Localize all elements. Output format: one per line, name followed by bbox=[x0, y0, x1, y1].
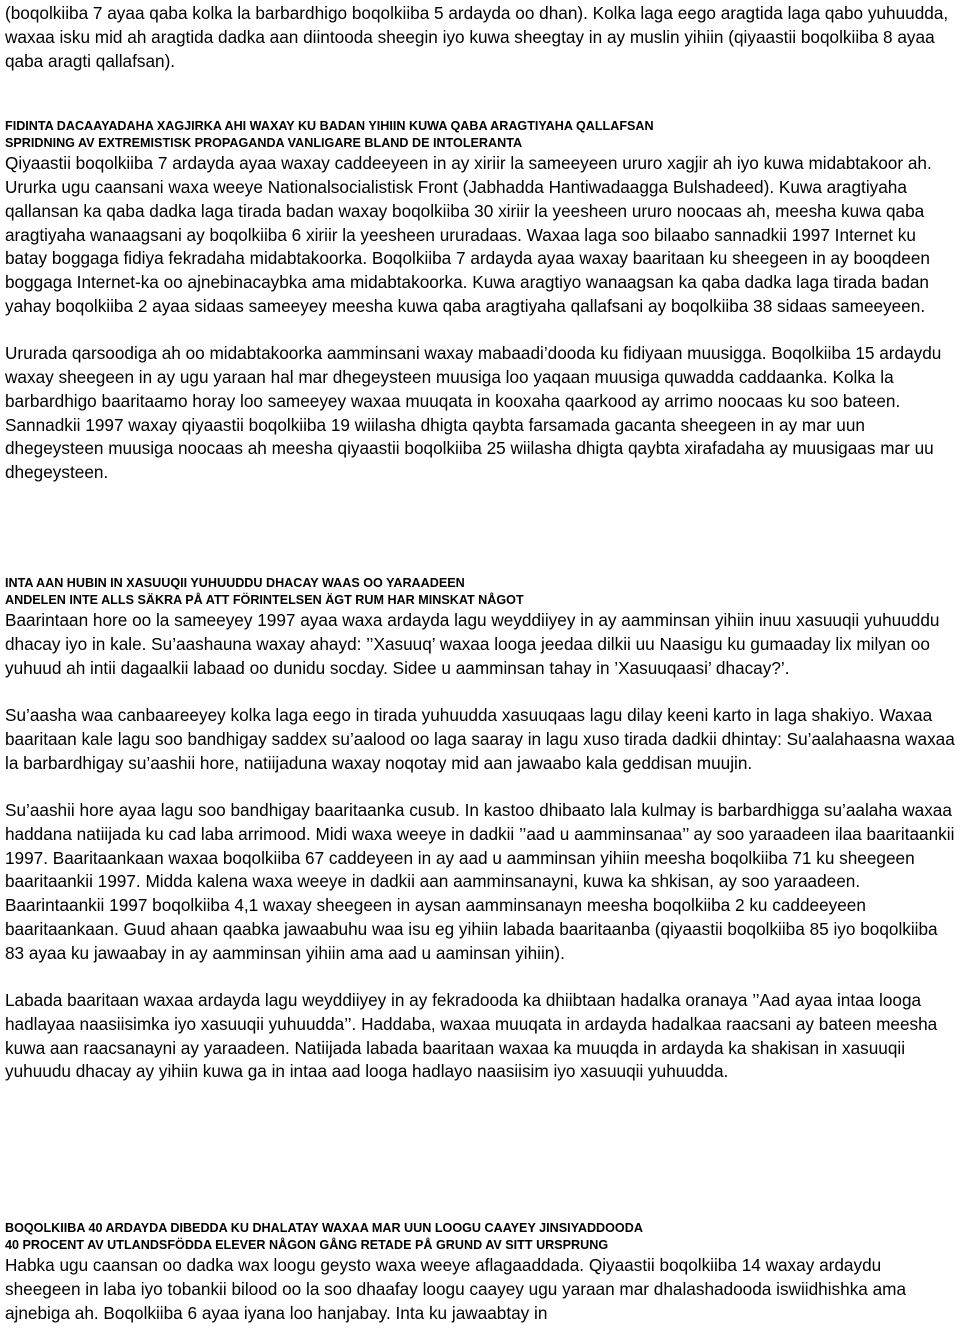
section-heading-somali: FIDINTA DACAAYADAHA XAGJIRKA AHI WAXAY KU BADAN YIHIIN KUWA QABA ARAGTIYAHA QALLAFSAN bbox=[5, 119, 654, 133]
section-heading-swedish: SPRIDNING AV EXTREMISTISK PROPAGANDA VANLIGARE BLAND DE INTOLERANTA bbox=[5, 135, 523, 150]
intro-paragraph: (boqolkiiba 7 ayaa qaba kolka la barbardhigo boqolkiiba 5 ardayda oo dhan). Kolka laga eego aragtida laga qabo yuhuudda, waxaa isku mid ah aragtida dadka aan diintooda sheegin iyo kuwa sheegtay in ay muslin yihiin (qiyaastii boqolkiiba 8 ayaa qaba aragti qallafsan). bbox=[5, 3, 949, 71]
body-paragraph: Habka ugu caansan oo dadka wax loogu geysto waxa weeye aflagaaddada. Qiyaastii boqolkiiba 14 waxay ardaydu sheegeen in laba iyo tobankii bilood oo la soo dhaafay loogu caayey ugu yaraan mar dhalashadooda iswiidhishka ama ajnebiga ah. Boqolkiiba 6 ayaa iyana loo hanjabay. Inta ku jawaabtay in bbox=[5, 1255, 907, 1323]
section-heading-somali: BOQOLKIIBA 40 ARDAYDA DIBEDDA KU DHALATAY WAXAA MAR UUN LOOGU CAAYEY JINSIYADDOODA bbox=[5, 1221, 643, 1235]
body-paragraph: Su’aashii hore ayaa lagu soo bandhigay baaritaanka cusub. In kastoo dhibaato lala kulmay is barbardhigga su’aalaha waxaa haddana natiijada ku cad laba arrimood. Midi waxa weeye in dadkii ’’aad u aamminsanaa’’ ay soo yaraadeen ilaa baaritaankii 1997. Baaritaankaan waxaa boqolkiiba 67 caddeyeen in ay aad u aamminsan yihiin meesha boqolkiiba 71 ku sheegeen baaritaankii 1997. Midda kalena waxa weeye in dadkii aan aamminsanayni, kuwa ka shkisan, ay soo yaraadeen. Baarintaankii 1997 boqolkiiba 4,1 waxay sheegeen in aysan aamminsanayn meesha boqolkiiba 2 ku caddeeyeen baaritaankaan. Guud ahaan qaabka jawaabuhu waa isu eg yihiin labada baaritaanba (qiyaastii boqolkiiba 85 iyo boqolkiiba 83 ayaa ku jawaabay in ay aamminsan yihiin ama aad u aaminsan yihiin). bbox=[5, 799, 955, 963]
section-foreign-born-teased bbox=[5, 1220, 957, 1326]
section-heading-somali: INTA AAN HUBIN IN XASUUQII YUHUUDDU DHACAY WAAS OO YARAADEEN bbox=[5, 576, 465, 590]
body-paragraph: Su’aasha waa canbaareeyey kolka laga eego in tirada yuhuudda xasuuqaas lagu dilay keeni karto in laga shakiyo. Waxaa baaritaan kale lagu soo bandhigay saddex su’aalood oo laga saaray in lagu xuso tirada dadkii dhintay: Su’aalahaasna waxaa la barbardhigay su’aashii hore, natiijaduna waxay noqotay mid aan jawaabo kala geddisan muujin. bbox=[5, 705, 955, 773]
section-extremist-propaganda bbox=[5, 118, 957, 485]
body-paragraph: Qiyaastii boqolkiiba 7 ardayda ayaa waxay caddeeyeen in ay xiriir la sameeyeen ururo xagjir ah iyo kuwa midabtakoor ah. Ururka ugu caansani waxa weeye Nationalsocialistisk Front (Jabhadda Hantiwadaagga Bulshadeed). Kuwa aragtiyaha qallansan ka qaba dadka laga tirada badan waxay boqolkiiba 30 xiriir la yeesheen ururo noocaas ah, meesha kuwa qaba aragtiyaha wanaagsani ay boqolkiiba 6 xiriir la yeesheen ururadaas. Waxaa laga soo bilaabo sannadkii 1997 Internet ku batay boggaga fidiya fekradaha midabtakoorka. Boqolkiiba 7 ardayda ayaa waxay baaritaan ku sheegeen in ay booqdeen boggaga Internet-ka oo ajnebinacaybka ama midabtakoorka. Kuwa aragtiyo wanaagsan ka qaba dadka laga tirada badan yahay boqolkiiba 2 ayaa sidaas sameeyey meesha kuwa qaba aragtiyaha qallafsani ay boqolkiiba 38 sidaas sameeyeen. bbox=[5, 153, 932, 316]
section-heading-swedish: ANDELEN INTE ALLS SÄKRA PÅ ATT FÖRINTELSEN ÄGT RUM HAR MINSKAT NÅGOT bbox=[5, 592, 524, 607]
section-holocaust-doubt bbox=[5, 575, 957, 1084]
section-heading-swedish: 40 PROCENT AV UTLANDSFÖDDA ELEVER NÅGON GÅNG RETADE PÅ GRUND AV SITT URSPRUNG bbox=[5, 1237, 609, 1252]
body-paragraph: Baarintaan hore oo la sameeyey 1997 ayaa waxa ardayda lagu weyddiiyey in ay aamminsan yihiin inuu xasuuqii yuhuuddu dhacay iyo in kale. Su’aashauna waxay ahayd: ’’Xasuuq’ waxaa looga jeedaa dilkii uu Naasigu ku gumaaday lix milyan oo yuhuud ah intii dagaalkii labaad oo dunidu socday. Sidee u aamminsan tahay in ’Xasuuqaasi’ dhacay?’. bbox=[5, 610, 940, 678]
body-paragraph: Ururada qarsoodiga ah oo midabtakoorka aamminsani waxay mabaadi’dooda ku fidiyaan muusigga. Boqolkiiba 15 ardaydu waxay sheegeen in ay ugu yaraan hal mar dhegeysteen muusiga loo yaqaan muusiga quwadda caddaanka. Kolka la barbardhigo baaritaamo horay loo sameeyey waxaa muuqata in kooxaha qaarkood ay arrimo noocaas ku soo bateen. Sannadkii 1997 waxay qiyaastii boqolkiiba 19 wiilasha dhigta qaybta farsamada gacanta sheegeen in ay mar uun dhegeysteen muusiga noocaas ah meesha qiyaastii boqolkiiba 25 wiilasha dhigta qaybta xirafadaha ay muusigaas mar uu dhegeysteen. bbox=[5, 343, 942, 483]
body-paragraph: Labada baaritaan waxaa ardayda lagu weyddiiyey in ay fekradooda ka dhiibtaan hadalka oranaya ’’Aad ayaa intaa looga hadlayaa naasiisimka iyo xasuuqii yuhuudda’’. Haddaba, waxaa muuqata in ardayda hadalkaa raacsani ay bateen meesha kuwa aan raacsanayni ay yaraadeen. Natiijada labada baaritaan waxaa ka muuqda in ardayda ka shakisan in xasuuqii yuhuudu dhacay ay yihiin kuwa ga in intaa aad looga hadlayo naasiisim iyo xasuuqii yuhuudda. bbox=[5, 990, 938, 1082]
